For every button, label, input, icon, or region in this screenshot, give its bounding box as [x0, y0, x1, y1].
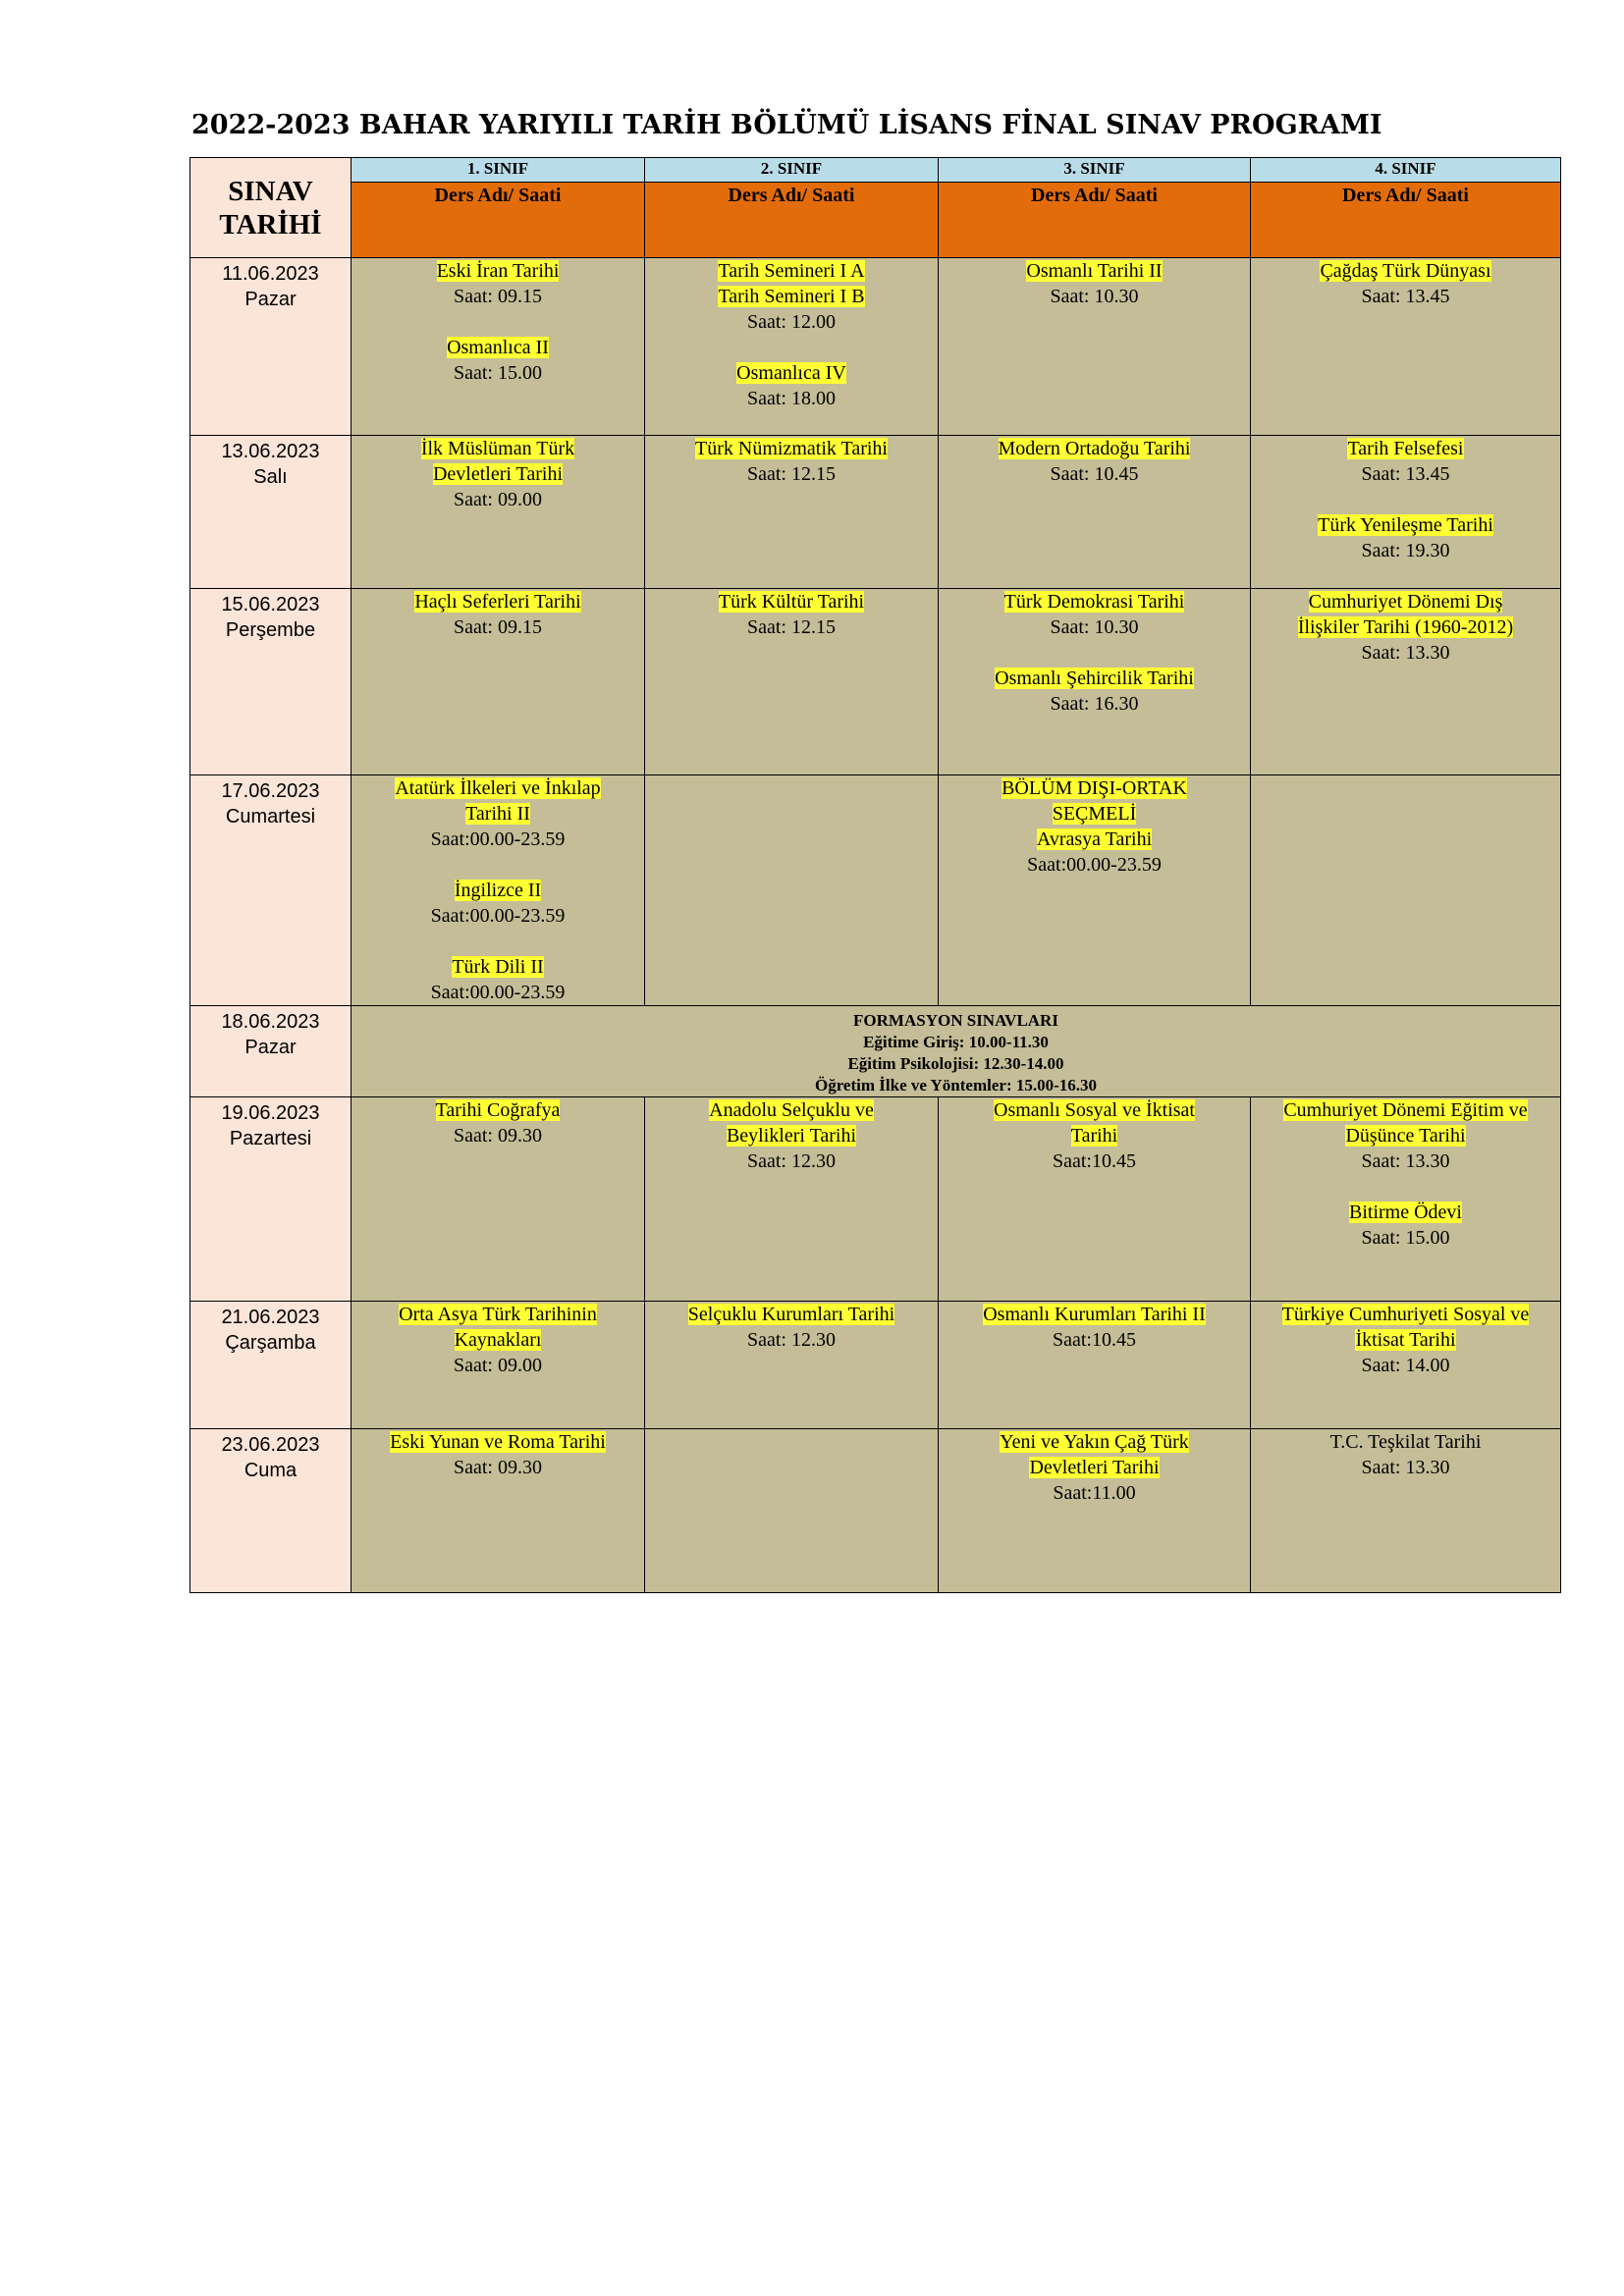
- course-name: Modern Ortadoğu Tarihi: [998, 438, 1191, 459]
- course-cell-grade-2: [645, 1302, 939, 1429]
- course-cell-grade-2: [645, 258, 939, 436]
- course-name-line: [1251, 436, 1560, 461]
- exam-entry: [1251, 512, 1560, 563]
- course-name-line: [939, 1097, 1250, 1123]
- course-name: Cumhuriyet Dönemi Eğitim ve: [1283, 1099, 1528, 1121]
- formasyon-title: FORMASYON SINAVLARI: [853, 1011, 1058, 1030]
- course-name-line: [1251, 589, 1560, 614]
- exam-entry: [645, 360, 938, 411]
- course-name-line: [645, 258, 938, 284]
- course-name-line: [1251, 1097, 1560, 1123]
- course-name: Bitirme Ödevi: [1349, 1201, 1462, 1223]
- exam-entry: [939, 1429, 1250, 1506]
- schedule-row: [190, 258, 1561, 436]
- course-name: Türk Kültür Tarihi: [718, 591, 865, 613]
- exam-date-header-line1: SINAV: [228, 175, 313, 207]
- exam-time: Saat: 13.30: [1361, 642, 1450, 664]
- course-name: Avrasya Tarihi: [1036, 828, 1153, 850]
- exam-time: Saat:00.00-23.59: [430, 828, 566, 850]
- exam-time: Saat: 10.45: [1050, 463, 1139, 485]
- course-cell-grade-4: [1251, 1429, 1561, 1593]
- exam-date-header: [190, 158, 352, 258]
- exam-schedule-table: [189, 157, 1561, 1593]
- course-name-line: [352, 461, 644, 487]
- schedule-row: [190, 775, 1561, 1006]
- date-cell: [190, 1006, 352, 1097]
- exam-time: Saat: 13.45: [1361, 463, 1450, 485]
- course-name-line: [939, 775, 1250, 801]
- course-name-line: [1251, 512, 1560, 538]
- course-name-line: [352, 1097, 644, 1123]
- course-name-line: [352, 954, 644, 980]
- course-name-line: [352, 775, 644, 801]
- exam-time: Saat:10.45: [1053, 1329, 1136, 1351]
- exam-date: 11.06.2023: [222, 263, 319, 285]
- exam-entry: [939, 666, 1250, 717]
- exam-entry: [645, 589, 938, 640]
- course-time-header-2: Ders Adı/ Saati: [645, 183, 939, 258]
- course-name: Devletleri Tarihi: [432, 463, 564, 485]
- course-name: Beylikleri Tarihi: [726, 1125, 857, 1147]
- formasyon-line: Öğretim İlke ve Yöntemler: 15.00-16.30: [814, 1076, 1098, 1095]
- exam-time: Saat: 09.15: [454, 616, 542, 638]
- course-name: BÖLÜM DIŞI-ORTAK: [1001, 777, 1187, 799]
- course-name-line: [1251, 1302, 1560, 1327]
- course-name-line: [1251, 1200, 1560, 1225]
- exam-time: Saat: 12.30: [747, 1329, 836, 1351]
- course-name-line: [939, 436, 1250, 461]
- course-name: Atatürk İlkeleri ve İnkılap: [395, 777, 601, 799]
- course-name-line: [645, 1302, 938, 1327]
- course-cell-grade-1: [352, 589, 645, 775]
- date-cell: [190, 775, 352, 1006]
- course-name-line: [352, 589, 644, 614]
- grade-header-1: 1. SINIF: [352, 158, 645, 183]
- formasyon-line: Eğitime Giriş: 10.00-11.30: [863, 1033, 1049, 1051]
- schedule-row: [190, 1302, 1561, 1429]
- schedule-row: [190, 589, 1561, 775]
- course-name: Kaynakları: [454, 1329, 542, 1351]
- exam-entry: [939, 1097, 1250, 1174]
- formasyon-row: [190, 1006, 1561, 1097]
- course-time-header-3: Ders Adı/ Saati: [939, 183, 1251, 258]
- course-name: SEÇMELİ: [1052, 803, 1137, 825]
- course-name: İktisat Tarihi: [1355, 1329, 1456, 1351]
- exam-day: Cumartesi: [225, 806, 316, 828]
- course-name: Anadolu Selçuklu ve: [709, 1099, 874, 1121]
- course-name: Türk Yenileşme Tarihi: [1318, 514, 1493, 536]
- exam-time: Saat:11.00: [1053, 1482, 1136, 1504]
- course-name-line: [645, 360, 938, 386]
- exam-time: Saat: 13.30: [1361, 1150, 1450, 1172]
- exam-entry: [352, 1097, 644, 1148]
- course-cell-grade-3: [939, 436, 1251, 589]
- exam-date: 19.06.2023: [221, 1102, 320, 1124]
- course-name: Türkiye Cumhuriyeti Sosyal ve: [1281, 1304, 1530, 1325]
- course-name-line: [352, 1429, 644, 1455]
- date-cell: [190, 258, 352, 436]
- course-name-line: [645, 284, 938, 309]
- course-name: Selçuklu Kurumları Tarihi: [687, 1304, 895, 1325]
- course-name: Düşünce Tarihi: [1345, 1125, 1466, 1147]
- course-name: Tarihi II: [465, 803, 530, 825]
- exam-time: Saat: 09.30: [454, 1125, 542, 1147]
- course-name: Osmanlı Sosyal ve İktisat: [994, 1099, 1195, 1121]
- course-name: Yeni ve Yakın Çağ Türk: [1000, 1431, 1189, 1453]
- course-time-header-1: Ders Adı/ Saati: [352, 183, 645, 258]
- course-name: Osmanlı Şehircilik Tarihi: [995, 667, 1194, 689]
- date-cell: [190, 589, 352, 775]
- exam-time: Saat:00.00-23.59: [430, 982, 566, 1003]
- exam-date: 18.06.2023: [221, 1011, 320, 1033]
- exam-date: 13.06.2023: [221, 441, 320, 462]
- course-cell-grade-3: [939, 589, 1251, 775]
- course-cell-grade-4: [1251, 775, 1561, 1006]
- date-cell: [190, 1097, 352, 1302]
- course-name-line: [939, 827, 1250, 852]
- course-cell-grade-1: [352, 258, 645, 436]
- course-name-line: [645, 1097, 938, 1123]
- course-cell-grade-1: [352, 436, 645, 589]
- exam-entry: [352, 954, 644, 1005]
- course-name-line: [939, 666, 1250, 691]
- exam-date: 15.06.2023: [221, 594, 320, 615]
- exam-day: Cuma: [244, 1460, 298, 1481]
- exam-entry: [352, 878, 644, 929]
- schedule-row: [190, 1097, 1561, 1302]
- course-name-line: [645, 589, 938, 614]
- exam-day: Çarşamba: [225, 1332, 316, 1354]
- course-name-line: [645, 436, 938, 461]
- exam-time: Saat: 18.00: [747, 388, 836, 409]
- exam-time: Saat: 13.30: [1361, 1457, 1450, 1478]
- exam-entry: [1251, 589, 1560, 666]
- course-name-line: [939, 1429, 1250, 1455]
- course-name-line: [939, 258, 1250, 284]
- exam-date: 21.06.2023: [221, 1307, 320, 1328]
- exam-entry: [1251, 1097, 1560, 1174]
- course-cell-grade-4: [1251, 258, 1561, 436]
- date-cell: [190, 436, 352, 589]
- course-name: Türk Demokrasi Tarihi: [1003, 591, 1185, 613]
- course-name: Tarih Semineri I B: [718, 286, 865, 307]
- exam-entry: [645, 436, 938, 487]
- course-name-line: [939, 801, 1250, 827]
- course-cell-grade-3: [939, 1429, 1251, 1593]
- course-name: Tarih Felsefesi: [1347, 438, 1464, 459]
- course-name-line: [352, 801, 644, 827]
- course-name-line: [1251, 1429, 1560, 1455]
- formasyon-line: Eğitim Psikolojisi: 12.30-14.00: [847, 1054, 1064, 1073]
- course-name-line: [1251, 1123, 1560, 1148]
- exam-date-header-line2: TARİHİ: [219, 208, 322, 240]
- exam-entry: [1251, 1429, 1560, 1480]
- exam-time: Saat: 14.00: [1361, 1355, 1450, 1376]
- course-cell-grade-3: [939, 258, 1251, 436]
- exam-time: Saat: 09.15: [454, 286, 542, 307]
- exam-entry: [1251, 258, 1560, 309]
- course-name: Türk Dili II: [452, 956, 544, 978]
- grade-header-3: 3. SINIF: [939, 158, 1251, 183]
- exam-date: 23.06.2023: [221, 1434, 320, 1456]
- exam-time: Saat: 09.00: [454, 489, 542, 510]
- course-cell-grade-3: [939, 1097, 1251, 1302]
- course-name: Eski İran Tarihi: [436, 260, 560, 282]
- course-cell-grade-2: [645, 436, 939, 589]
- exam-time: Saat:10.45: [1053, 1150, 1136, 1172]
- course-name-line: [1251, 258, 1560, 284]
- exam-entry: [939, 436, 1250, 487]
- course-cell-grade-2: [645, 775, 939, 1006]
- exam-entry: [352, 589, 644, 640]
- course-cell-grade-1: [352, 775, 645, 1006]
- exam-day: Pazartesi: [229, 1128, 312, 1149]
- page-title: 2022-2023 BAHAR YARIYILI TARİH BÖLÜMÜ LİSANS FİNAL SINAV PROGRAMI: [191, 110, 1382, 140]
- exam-entry: [352, 335, 644, 386]
- exam-entry: [939, 589, 1250, 640]
- exam-day: Salı: [253, 466, 288, 488]
- exam-entry: [645, 258, 938, 335]
- exam-date: 17.06.2023: [221, 780, 320, 802]
- exam-time: Saat: 15.00: [454, 362, 542, 384]
- course-name: İlk Müslüman Türk: [420, 438, 575, 459]
- exam-time: Saat: 10.30: [1050, 286, 1139, 307]
- date-cell: [190, 1302, 352, 1429]
- grade-header-2: 2. SINIF: [645, 158, 939, 183]
- exam-time: Saat: 12.15: [747, 463, 836, 485]
- exam-entry: [939, 258, 1250, 309]
- course-cell-grade-4: [1251, 436, 1561, 589]
- course-name: Eski Yunan ve Roma Tarihi: [390, 1431, 606, 1453]
- exam-entry: [1251, 436, 1560, 487]
- exam-entry: [352, 1429, 644, 1480]
- exam-entry: [939, 775, 1250, 878]
- grade-header-4: 4. SINIF: [1251, 158, 1561, 183]
- exam-entry: [1251, 1200, 1560, 1251]
- course-time-header-4: Ders Adı/ Saati: [1251, 183, 1561, 258]
- schedule-row: [190, 436, 1561, 589]
- exam-entry: [352, 775, 644, 852]
- course-name-line: [352, 258, 644, 284]
- exam-entry: [352, 1302, 644, 1378]
- exam-time: Saat: 09.30: [454, 1457, 542, 1478]
- course-name-line: [352, 1327, 644, 1353]
- exam-time: Saat: 16.30: [1050, 693, 1139, 715]
- course-name: Tarihi Coğrafya: [435, 1099, 561, 1121]
- course-name-line: [939, 589, 1250, 614]
- date-cell: [190, 1429, 352, 1593]
- course-name-line: [352, 436, 644, 461]
- exam-time: Saat: 12.15: [747, 616, 836, 638]
- course-name: Türk Nümizmatik Tarihi: [695, 438, 888, 459]
- exam-entry: [352, 258, 644, 309]
- exam-time: Saat: 10.30: [1050, 616, 1139, 638]
- course-name-line: [1251, 1327, 1560, 1353]
- course-cell-grade-1: [352, 1429, 645, 1593]
- exam-time: Saat:00.00-23.59: [430, 905, 566, 927]
- course-cell-grade-3: [939, 775, 1251, 1006]
- course-name-line: [352, 335, 644, 360]
- course-name: Osmanlı Kurumları Tarihi II: [983, 1304, 1206, 1325]
- course-cell-grade-2: [645, 1097, 939, 1302]
- course-name: Haçlı Seferleri Tarihi: [414, 591, 581, 613]
- exam-time: Saat: 13.45: [1361, 286, 1450, 307]
- exam-time: Saat: 12.30: [747, 1150, 836, 1172]
- exam-time: Saat: 12.00: [747, 311, 836, 333]
- course-name-line: [939, 1302, 1250, 1327]
- exam-time: Saat:00.00-23.59: [1027, 854, 1162, 876]
- course-name: Cumhuriyet Dönemi Dış: [1308, 591, 1503, 613]
- course-cell-grade-4: [1251, 1302, 1561, 1429]
- course-name: Tarih Semineri I A: [718, 260, 865, 282]
- formasyon-cell: [352, 1006, 1561, 1097]
- schedule-row: [190, 1429, 1561, 1593]
- exam-entry: [352, 436, 644, 512]
- course-name: Osmanlıca II: [447, 337, 549, 358]
- course-name-line: [352, 1302, 644, 1327]
- exam-day: Pazar: [244, 289, 297, 310]
- course-name: Devletleri Tarihi: [1029, 1457, 1160, 1478]
- course-name: Tarihi: [1070, 1125, 1118, 1147]
- exam-time: Saat: 15.00: [1361, 1227, 1450, 1249]
- course-name: Osmanlıca IV: [736, 362, 846, 384]
- course-name: Osmanlı Tarihi II: [1026, 260, 1163, 282]
- course-cell-grade-2: [645, 1429, 939, 1593]
- course-name: İlişkiler Tarihi (1960-2012): [1297, 616, 1514, 638]
- course-name: T.C. Teşkilat Tarihi: [1329, 1431, 1482, 1453]
- exam-time: Saat: 09.00: [454, 1355, 542, 1376]
- course-name-line: [939, 1123, 1250, 1148]
- exam-entry: [645, 1302, 938, 1353]
- course-name: İngilizce II: [454, 880, 542, 901]
- exam-time: Saat: 19.30: [1361, 540, 1450, 561]
- exam-entry: [939, 1302, 1250, 1353]
- course-name: Çağdaş Türk Dünyası: [1320, 260, 1491, 282]
- course-cell-grade-4: [1251, 1097, 1561, 1302]
- course-cell-grade-1: [352, 1097, 645, 1302]
- exam-entry: [1251, 1302, 1560, 1378]
- exam-day: Perşembe: [225, 619, 316, 641]
- course-name: Orta Asya Türk Tarihinin: [399, 1304, 597, 1325]
- course-name-line: [1251, 614, 1560, 640]
- course-cell-grade-1: [352, 1302, 645, 1429]
- course-name-line: [939, 1455, 1250, 1480]
- exam-entry: [645, 1097, 938, 1174]
- course-cell-grade-4: [1251, 589, 1561, 775]
- course-cell-grade-2: [645, 589, 939, 775]
- course-name-line: [645, 1123, 938, 1148]
- course-name-line: [352, 878, 644, 903]
- course-cell-grade-3: [939, 1302, 1251, 1429]
- exam-day: Pazar: [244, 1037, 297, 1058]
